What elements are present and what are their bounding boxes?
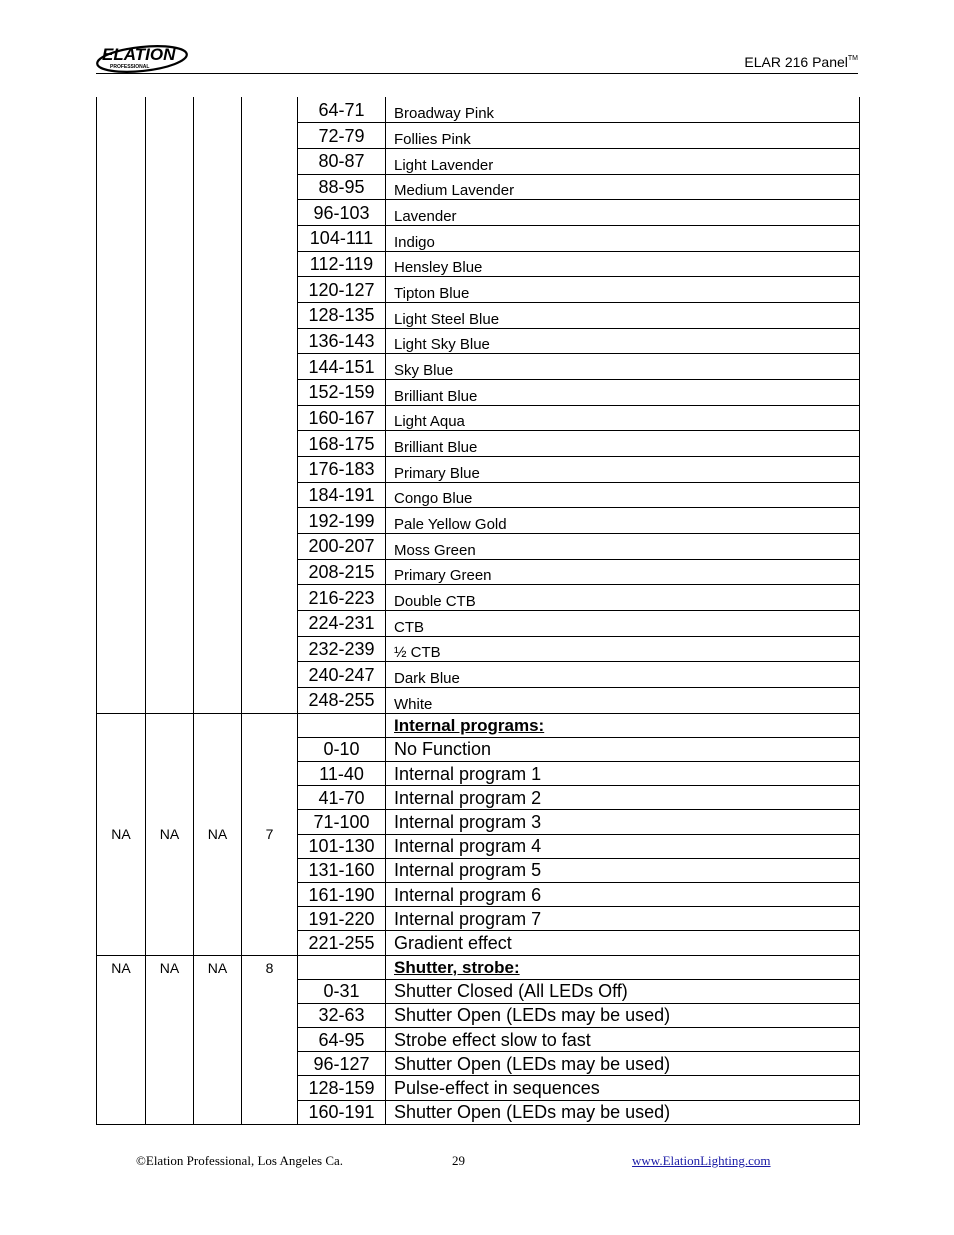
value-range-cell: 176-183 [298,456,386,482]
value-range-cell: 131-160 [298,858,386,882]
value-range-cell: 160-191 [298,1100,386,1124]
empty-cell [194,97,242,713]
value-range-cell: 71-100 [298,810,386,834]
value-range-cell: 160-167 [298,405,386,431]
value-range-cell: 161-190 [298,882,386,906]
value-range-cell: 120-127 [298,277,386,303]
function-description-cell: Shutter Closed (All LEDs Off) [386,979,860,1003]
footer-copyright: ©Elation Professional, Los Angeles Ca. [136,1153,344,1168]
na-cell: NA [194,713,242,955]
elation-logo [96,40,188,74]
value-range-cell: 88-95 [298,174,386,200]
value-range-cell: 64-71 [298,97,386,123]
empty-cell [97,97,146,713]
empty-range-cell [298,955,386,979]
value-range-cell: 240-247 [298,662,386,688]
value-range-cell: 192-199 [298,508,386,534]
header-rule [96,73,858,74]
section-heading: Shutter, strobe: [386,955,860,979]
value-range-cell: 0-31 [298,979,386,1003]
color-name-cell: Follies Pink [386,123,860,149]
color-name-cell: Primary Green [386,559,860,585]
value-range-cell: 96-127 [298,1052,386,1076]
value-range-cell: 191-220 [298,907,386,931]
section-heading: Internal programs: [386,713,860,737]
value-range-cell: 208-215 [298,559,386,585]
color-name-cell: Lavender [386,200,860,226]
function-description-cell: Internal program 1 [386,762,860,786]
color-name-cell: Tipton Blue [386,277,860,303]
value-range-cell: 224-231 [298,610,386,636]
document-title-text: ELAR 216 Panel [744,54,848,70]
color-name-cell: Medium Lavender [386,174,860,200]
value-range-cell: 232-239 [298,636,386,662]
function-description-cell: Shutter Open (LEDs may be used) [386,1052,860,1076]
table-row [97,97,860,123]
channel-number-cell: 8 [242,955,298,1124]
value-range-cell: 41-70 [298,786,386,810]
na-cell: NA [194,955,242,1124]
value-range-cell: 168-175 [298,431,386,457]
color-name-cell: Hensley Blue [386,251,860,277]
color-name-cell: Light Lavender [386,148,860,174]
logo-sub-text: PROFESSIONAL [110,64,150,70]
function-description-cell: Internal program 2 [386,786,860,810]
na-cell: NA [97,955,146,1124]
color-name-cell: CTB [386,610,860,636]
color-name-cell: Dark Blue [386,662,860,688]
website-link[interactable]: www.ElationLighting.com [632,1153,771,1168]
color-name-cell: Sky Blue [386,354,860,380]
value-range-cell: 128-159 [298,1076,386,1100]
value-range-cell: 32-63 [298,1003,386,1027]
empty-cell [242,97,298,713]
function-description-cell: Internal program 4 [386,834,860,858]
function-description-cell: Shutter Open (LEDs may be used) [386,1100,860,1124]
color-name-cell: Brilliant Blue [386,379,860,405]
color-name-cell: Primary Blue [386,456,860,482]
color-name-cell: Light Steel Blue [386,302,860,328]
function-description-cell: Internal program 7 [386,907,860,931]
na-cell: NA [97,713,146,955]
empty-cell [146,97,194,713]
value-range-cell: 80-87 [298,148,386,174]
section-heading-row [97,713,860,737]
value-range-cell: 104-111 [298,225,386,251]
function-description-cell: Internal program 6 [386,882,860,906]
color-name-cell: Brilliant Blue [386,431,860,457]
value-range-cell: 101-130 [298,834,386,858]
value-range-cell: 200-207 [298,533,386,559]
function-description-cell: Gradient effect [386,931,860,955]
value-range-cell: 216-223 [298,585,386,611]
function-description-cell: Pulse-effect in sequences [386,1076,860,1100]
color-name-cell: Pale Yellow Gold [386,508,860,534]
document-title [744,54,858,70]
page-number: 29 [452,1153,465,1168]
section-heading-row [97,955,860,979]
function-description-cell: Shutter Open (LEDs may be used) [386,1003,860,1027]
dmx-channel-table [96,97,860,1125]
value-range-cell: 11-40 [298,762,386,786]
color-name-cell: Congo Blue [386,482,860,508]
color-name-cell: Light Aqua [386,405,860,431]
color-name-cell: White [386,687,860,713]
value-range-cell: 248-255 [298,687,386,713]
color-name-cell: Double CTB [386,585,860,611]
value-range-cell: 0-10 [298,737,386,761]
value-range-cell: 112-119 [298,251,386,277]
color-name-cell: Light Sky Blue [386,328,860,354]
value-range-cell: 72-79 [298,123,386,149]
value-range-cell: 128-135 [298,302,386,328]
value-range-cell: 96-103 [298,200,386,226]
value-range-cell: 136-143 [298,328,386,354]
value-range-cell: 152-159 [298,379,386,405]
trademark-mark: TM [847,55,858,62]
function-description-cell: Internal program 5 [386,858,860,882]
na-cell: NA [146,713,194,955]
color-name-cell: Broadway Pink [386,97,860,123]
function-description-cell: Strobe effect slow to fast [386,1028,860,1052]
value-range-cell: 221-255 [298,931,386,955]
logo-brand-text: ELATION [102,45,176,64]
color-name-cell: Moss Green [386,533,860,559]
color-name-cell: ½ CTB [386,636,860,662]
empty-range-cell [298,713,386,737]
value-range-cell: 184-191 [298,482,386,508]
value-range-cell: 144-151 [298,354,386,380]
function-description-cell: Internal program 3 [386,810,860,834]
function-description-cell: No Function [386,737,860,761]
value-range-cell: 64-95 [298,1028,386,1052]
channel-number-cell: 7 [242,713,298,955]
na-cell: NA [146,955,194,1124]
color-name-cell: Indigo [386,225,860,251]
